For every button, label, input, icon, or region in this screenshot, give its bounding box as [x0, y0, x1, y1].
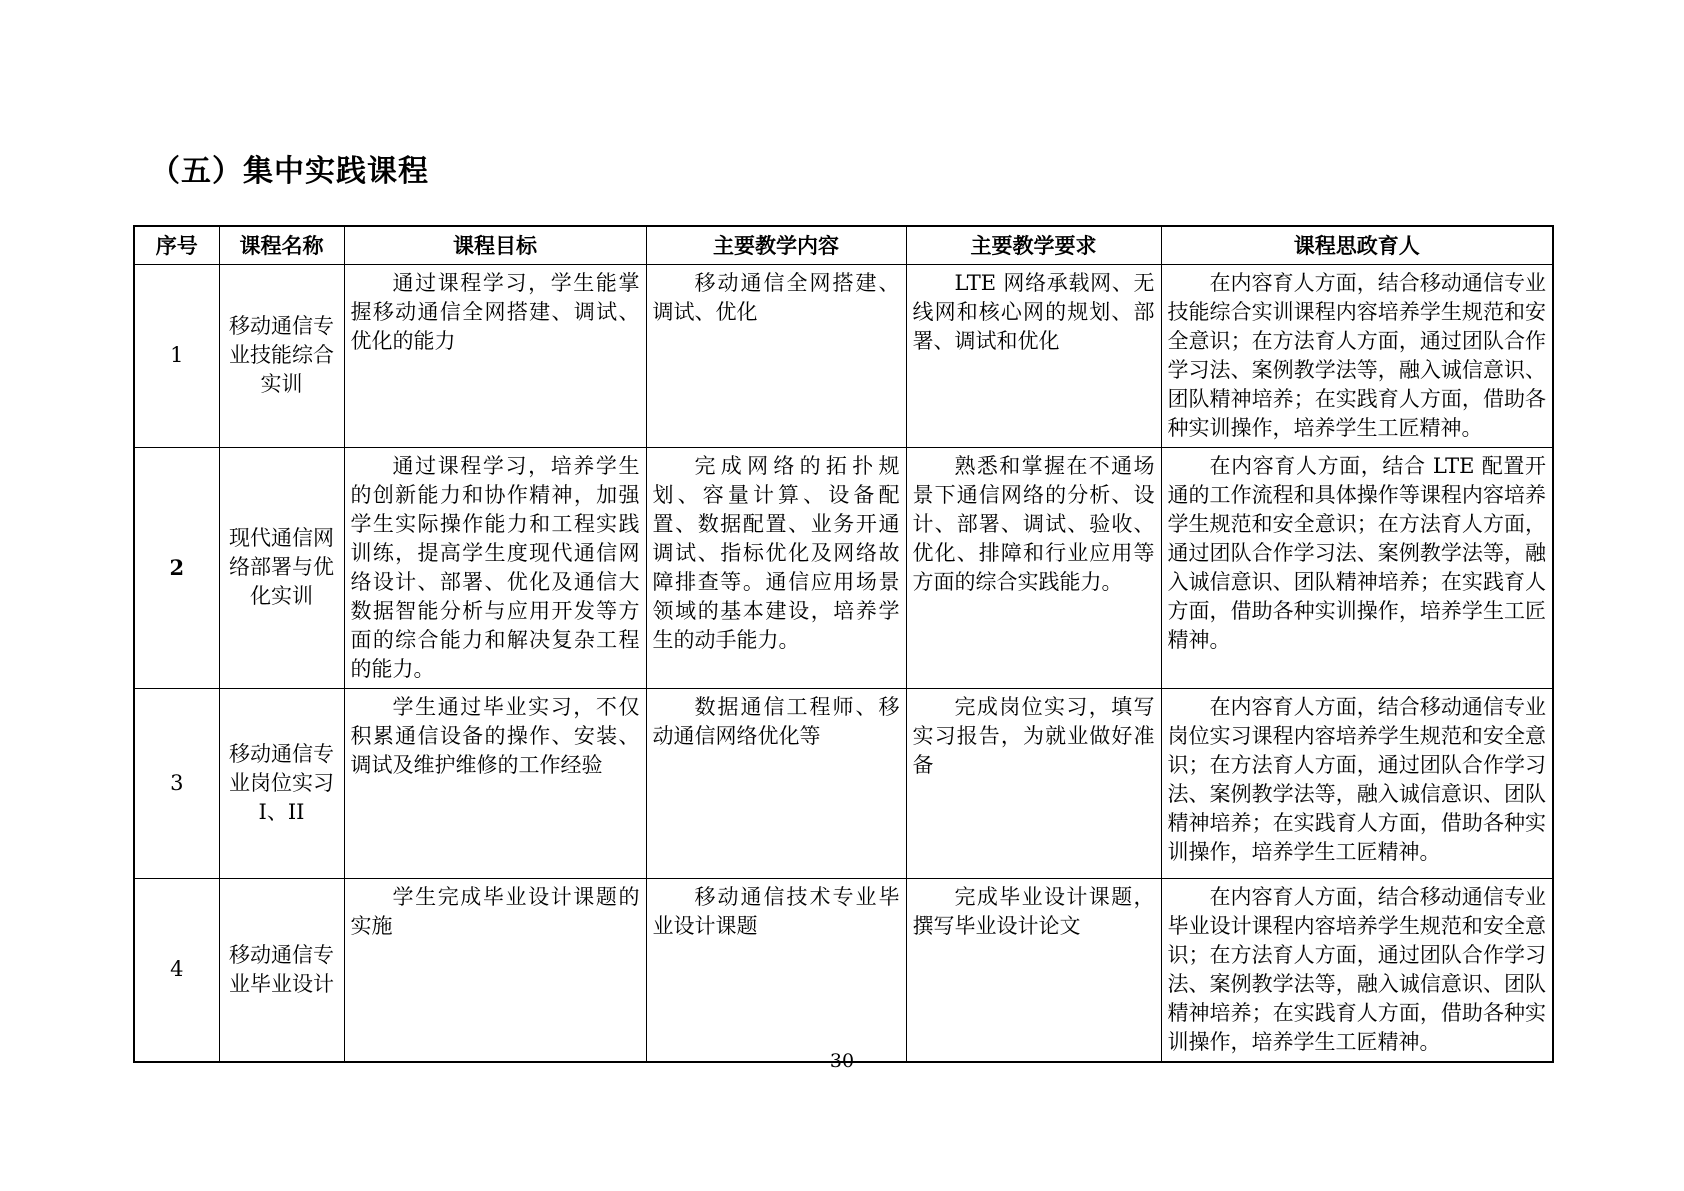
content-text: 完成网络的拓扑规划、容量计算、设备配置、数据配置、业务开通调试、指标优化及网络故障排查等。通信应用场景领域的基本建设，培养学生的动手能力。 [652, 453, 900, 652]
cell-course-name: 移动通信专业毕业设计 [219, 878, 344, 1062]
cell-course-name: 移动通信专业岗位实习 I、II [219, 688, 344, 878]
cell-objective [344, 447, 646, 688]
cell-no: 3 [134, 688, 219, 878]
objective-text: 学生完成毕业设计课题的实施 [350, 884, 640, 938]
content-text: 移动通信全网搭建、调试、优化 [652, 270, 900, 324]
cell-no: 2 [134, 447, 219, 688]
content-text: 数据通信工程师、移动通信网络优化等 [652, 694, 900, 748]
cell-course-name: 移动通信专业技能综合实训 [219, 264, 344, 447]
objective-text: 通过课程学习，培养学生的创新能力和协作精神，加强学生实际操作能力和工程实践训练，提高学生度现代通信网络设计、部署、优化及通信大数据智能分析与应用开发等方面的综合能力和解决复杂工程的能力。 [350, 453, 640, 681]
cell-no: 1 [134, 264, 219, 447]
cell-requirement [906, 878, 1161, 1062]
practice-courses-table [133, 225, 1554, 1063]
cell-content [646, 447, 906, 688]
requirement-text: 完成毕业设计课题，撰写毕业设计论文 [912, 884, 1155, 938]
cell-content [646, 688, 906, 878]
header-requirement: 主要教学要求 [906, 226, 1161, 264]
table-header-row [134, 226, 1553, 264]
ideology-text: 在内容育人方面，结合移动通信专业毕业设计课程内容培养学生规范和安全意识；在方法育人方面，通过团队合作学习法、案例教学法等，融入诚信意识、团队精神培养；在实践育人方面，借助各种实训操作，培养学生工匠精神。 [1167, 884, 1546, 1054]
cell-ideology [1161, 447, 1553, 688]
cell-no: 4 [134, 878, 219, 1062]
page-number: 30 [829, 1050, 855, 1072]
table-row [134, 688, 1553, 878]
header-objective: 课程目标 [344, 226, 646, 264]
table-row [134, 447, 1553, 688]
ideology-text: 在内容育人方面，结合移动通信专业技能综合实训课程内容培养学生规范和安全意识；在方法育人方面，通过团队合作学习法、案例教学法等，融入诚信意识、团队精神培养；在实践育人方面，借助各种实训操作，培养学生工匠精神。 [1167, 270, 1546, 440]
cell-objective [344, 264, 646, 447]
header-course-name: 课程名称 [219, 226, 344, 264]
table-row [134, 264, 1553, 447]
objective-text: 通过课程学习，学生能掌握移动通信全网搭建、调试、优化的能力 [350, 270, 640, 353]
cell-ideology [1161, 878, 1553, 1062]
cell-content [646, 878, 906, 1062]
cell-requirement [906, 688, 1161, 878]
objective-text: 学生通过毕业实习，不仅积累通信设备的操作、安装、调试及维护维修的工作经验 [350, 694, 640, 777]
requirement-text: LTE 网络承载网、无线网和核心网的规划、部署、调试和优化 [912, 270, 1155, 353]
cell-objective [344, 878, 646, 1062]
ideology-text: 在内容育人方面，结合 LTE 配置开通的工作流程和具体操作等课程内容培养学生规范和安全意识；在方法育人方面，通过团队合作学习法、案例教学法等，融入诚信意识、团队精神培养；在实践育人方面，借助各种实训操作，培养学生工匠精神。 [1167, 453, 1546, 652]
cell-ideology [1161, 688, 1553, 878]
header-no: 序号 [134, 226, 219, 264]
cell-objective [344, 688, 646, 878]
cell-requirement [906, 264, 1161, 447]
ideology-text: 在内容育人方面，结合移动通信专业岗位实习课程内容培养学生规范和安全意识；在方法育人方面，通过团队合作学习法、案例教学法等，融入诚信意识、团队精神培养；在实践育人方面，借助各种实训操作，培养学生工匠精神。 [1167, 694, 1546, 864]
header-content: 主要教学内容 [646, 226, 906, 264]
header-ideology: 课程思政育人 [1161, 226, 1553, 264]
table-row [134, 878, 1553, 1062]
cell-course-name: 现代通信网络部署与优化实训 [219, 447, 344, 688]
cell-content [646, 264, 906, 447]
content-text: 移动通信技术专业毕业设计课题 [652, 884, 900, 938]
section-heading: （五）集中实践课程 [150, 154, 429, 189]
cell-ideology [1161, 264, 1553, 447]
requirement-text: 熟悉和掌握在不通场景下通信网络的分析、设计、部署、调试、验收、优化、排障和行业应用等方面的综合实践能力。 [912, 453, 1155, 594]
cell-requirement [906, 447, 1161, 688]
requirement-text: 完成岗位实习，填写实习报告，为就业做好准备 [912, 694, 1155, 777]
